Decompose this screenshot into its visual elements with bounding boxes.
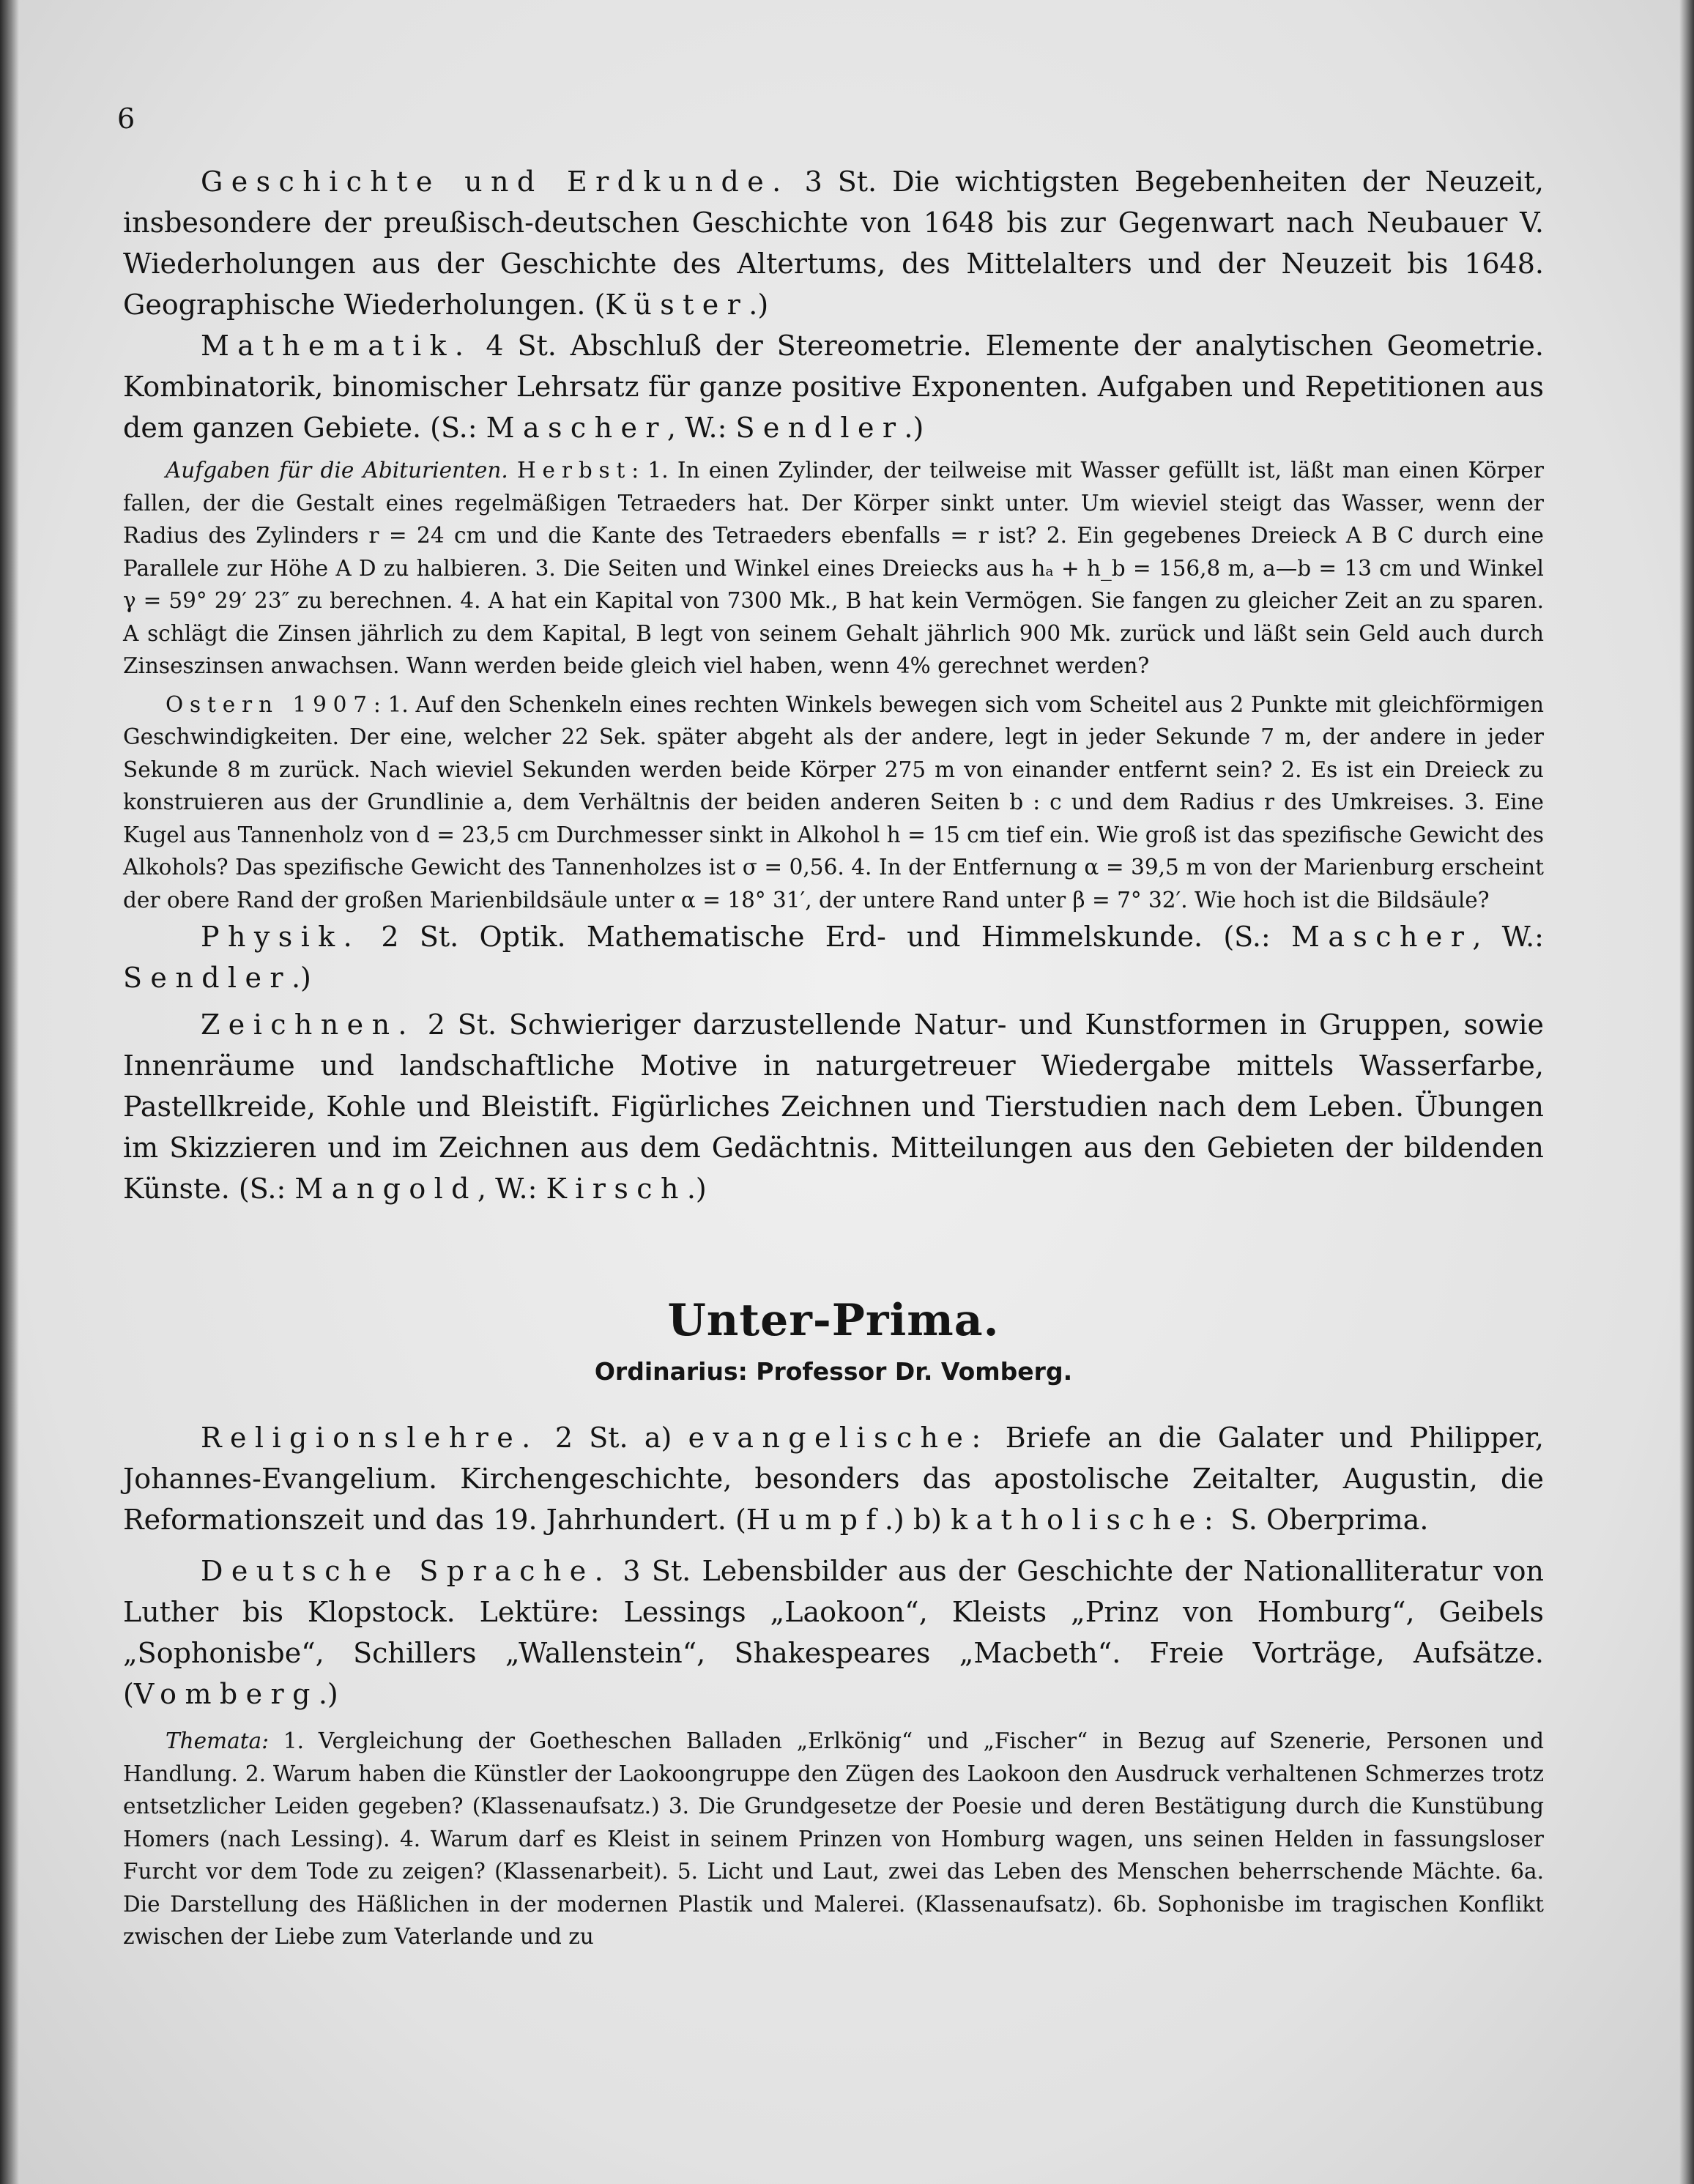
paragraph-mathematik: Mathematik. 4 St. Abschluß der Stereometrie. Elemente der analytischen Geometrie. Kombinatorik, binomischer Lehrsatz für ganze positive Exponenten. Aufgaben und Repetitionen aus dem ganzen Gebiete. (S.: Mascher, W.: Sendler.) [123, 330, 1544, 444]
term-herbst: Herbst [516, 458, 632, 483]
subject-zeichnen: Zeichnen. [201, 1009, 415, 1041]
subject-deutsch: Deutsche Sprache. [201, 1555, 612, 1587]
teacher-name: Kirsch [546, 1173, 687, 1205]
teacher-name: Sendler [735, 412, 904, 444]
page-content [123, 161, 1544, 1953]
section-ordinarius: Ordinarius: Professor Dr. Vomberg. [594, 1357, 1073, 1386]
paragraph-aufgaben-ostern: Ostern 1907: 1. Auf den Schenkeln eines rechten Winkels bewegen sich vom Scheitel aus 2 Punkte mit gleichförmigen Geschwindigkeiten. Der eine, welcher 22 Sek. später abgeht als der andere, legt in jeder Sekunde 7 m, der andere in jeder Sekunde 8 m zurück. Nach wieviel Sekunden werden beide Körper 275 m von einander entfernt sein? 2. Es ist ein Dreieck zu konstruieren aus der Grundlinie a, dem Verhältnis der beiden anderen Seiten b : c und dem Radius r des Umkreises. 3. Eine Kugel aus Tannenholz von d = 23,5 cm Durchmesser sinkt in Alkohol h = 15 cm tief ein. Wie groß ist das spezifische Gewicht des Alkohols? Das spezifische Gewicht des Tannenholzes ist σ = 0,56. 4. In der Entfernung α = 39,5 m von der Marienburg erscheint der obere Rand der großen Marienbildsäule unter α = 18° 31′, der untere Rand unter β = 7° 32′. Wie hoch ist die Bildsäule? [123, 691, 1544, 913]
denomination-katholisch: katholische: [951, 1504, 1222, 1536]
paragraph-themata: Themata: 1. Vergleichung der Goetheschen Balladen „Erlkönig“ und „Fischer“ in Bezug auf Szenerie, Personen und Handlung. 2. Warum haben die Künstler der Laokoongruppe den Zügen des Laokoon den Ausdruck verhaltenen Schmerzes trotz entsetzlicher Leiden gegeben? (Klassenaufsatz.) 3. Die Grundgesetze der Poesie und deren Bestätigung durch die Kunstübung Homers (nach Lessing). 4. Warum darf es Kleist in seinem Prinzen von Homburg wagen, uns seinen Helden in fassungsloser Furcht vor dem Tode zu zeigen? (Klassenarbeit). 5. Licht und Laut, zwei das Leben des Menschen beherrschende Mächte. 6a. Die Darstellung des Häßlichen in der modernen Plastik und Malerei. (Klassenaufsatz). 6b. Sophonisbe im tragischen Konflikt zwischen der Liebe zum Vaterlande und zu [123, 1728, 1544, 1949]
denomination-evangelisch: evangelische: [688, 1422, 989, 1454]
term-ostern: Ostern 1907 [166, 691, 374, 717]
teacher-name: Sendler [123, 962, 291, 994]
subject-physik: Physik. [201, 921, 361, 953]
page-edge-left [0, 0, 19, 2184]
section-title: Unter-Prima. [667, 1295, 1000, 1346]
teacher-name: Küster [605, 289, 749, 321]
subject-mathematik: Mathematik. [201, 330, 472, 362]
paragraph-deutsch: Deutsche Sprache. 3 St. Lebensbilder aus der Geschichte der Nationalliteratur von Luther bis Klopstock. Lektüre: Lessings „Laokoon“, Kleists „Prinz von Homburg“, Geibels „Sophonisbe“, Schillers „Wallenstein“, Shakespeares „Macbeth“. Freie Vorträge, Aufsätze. (Vomberg.) [123, 1555, 1544, 1710]
paragraph-geschichte: Geschichte und Erdkunde. 3 St. Die wichtigsten Begebenheiten der Neuzeit, insbesondere der preußisch-deutschen Geschichte von 1648 bis zur Gegenwart nach Neubauer V. Wiederholungen aus der Geschichte des Altertums, des Mittelalters und der Neuzeit bis 1648. Geographische Wiederholungen. (Küster.) [123, 166, 1544, 321]
page-number: 6 [117, 103, 135, 135]
paragraph-zeichnen: Zeichnen. 2 St. Schwieriger darzustellende Natur- und Kunstformen in Gruppen, sowie Innenräume und landschaftliche Motive in naturgetreuer Wiedergabe mittels Wasserfarbe, Pastellkreide, Kohle und Bleistift. Figürliches Zeichnen und Tierstudien nach dem Leben. Übungen im Skizzieren und im Zeichnen aus dem Gedächtnis. Mitteilungen aus den Gebieten der bildenden Künste. (S.: Mangold, W.: Kirsch.) [123, 1009, 1544, 1205]
themata-label: Themata: [166, 1728, 270, 1753]
subject-religion: Religionslehre. [201, 1422, 539, 1454]
paragraph-aufgaben-herbst: Aufgaben für die Abiturienten. Herbst: 1. In einen Zylinder, der teilweise mit Wasser gefüllt ist, läßt man einen Körper fallen, der die Gestalt eines regelmäßigen Tetraeders hat. Der Körper sinkt unter. Um wieviel steigt das Wasser, wenn der Radius des Zylinders r = 24 cm und die Kante des Tetraeders ebenfalls = r ist? 2. Ein gegebenes Dreieck A B C durch eine Parallele zur Höhe A D zu halbieren. 3. Die Seiten und Winkel eines Dreiecks aus hₐ + h_b = 156,8 m, a—b = 13 cm und Winkel γ = 59° 29′ 23″ zu berechnen. 4. A hat ein Kapital von 7300 Mk., B hat kein Vermögen. Sie fangen zu gleicher Zeit an zu sparen. A schlägt die Zinsen jährlich zu dem Kapital, B legt von seinem Gehalt jährlich 900 Mk. zurück und läßt sein Geld auch durch Zinseszinsen anwachsen. Wann werden beide gleich viel haben, wenn 4% gerechnet werden? [123, 458, 1544, 678]
paragraph-physik: Physik. 2 St. Optik. Mathematische Erd- und Himmelskunde. (S.: Mascher, W.: Sendler.) [123, 921, 1544, 994]
paragraph-religion: Religionslehre. 2 St. a) evangelische: Briefe an die Galater und Philipper, Johannes-Evangelium. Kirchengeschichte, besonders das apostolische Zeitalter, Augustin, die Reformationszeit und das 19. Jahrhundert. (Humpf.) b) katholische: S. Oberprima. [123, 1422, 1544, 1536]
teacher-name: Mangold [294, 1173, 478, 1205]
teacher-name: Mascher [486, 412, 667, 444]
teacher-name: Mascher [1291, 921, 1473, 953]
teacher-name: Vomberg [133, 1678, 319, 1710]
subject-geschichte: Geschichte und Erdkunde. [201, 166, 790, 198]
aufgaben-label: Aufgaben für die Abiturienten. [166, 458, 508, 483]
teacher-name: Humpf [746, 1504, 885, 1536]
page-edge-right [1679, 0, 1694, 2184]
